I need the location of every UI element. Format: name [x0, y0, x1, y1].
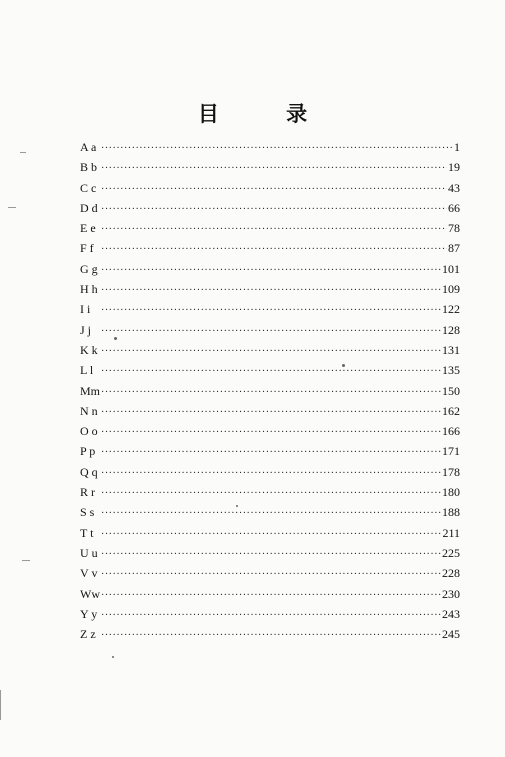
- toc-entry-label: K k: [80, 342, 98, 357]
- toc-entry-page: 135: [442, 363, 460, 378]
- scan-speck: [342, 364, 345, 367]
- dot-leader: [101, 443, 441, 463]
- toc-entry-page: 109: [442, 282, 460, 297]
- toc-entry-label: C c: [80, 180, 97, 195]
- dot-leader: [101, 403, 441, 423]
- toc-entry-page: 228: [442, 566, 460, 581]
- toc-entry-page: 66: [448, 200, 460, 215]
- toc-entry: [80, 604, 460, 624]
- dot-leader: [101, 423, 441, 443]
- toc-entry-page: 78: [448, 221, 460, 236]
- scan-edge-mark: [8, 207, 16, 208]
- toc-entry-label: G g: [80, 261, 98, 276]
- scan-edge-mark: [22, 560, 30, 561]
- dot-leader: [101, 281, 441, 301]
- toc-entry-page: 101: [442, 261, 460, 276]
- dot-leader: [101, 240, 447, 260]
- toc-entry-page: 43: [448, 180, 460, 195]
- toc-entry-page: 1: [454, 140, 460, 154]
- toc-entry-label: Z z: [80, 627, 96, 642]
- scan-edge-mark: [20, 152, 26, 153]
- toc-entry-label: H h: [80, 282, 98, 297]
- dot-leader: [101, 261, 441, 281]
- toc-entry-page: 87: [448, 241, 460, 256]
- toc-entry: [80, 584, 460, 604]
- toc-entry-label: Q q: [80, 464, 98, 479]
- toc-entry: [80, 218, 460, 238]
- dot-leader: [101, 606, 441, 626]
- toc-entry-label: Mm: [80, 383, 101, 398]
- toc-entry-label: Ww: [80, 586, 100, 601]
- toc-entry-label: V v: [80, 566, 98, 581]
- dot-leader: [101, 159, 447, 179]
- scan-edge-mark: [0, 690, 1, 720]
- toc-entry: [80, 157, 460, 177]
- toc-entry: [80, 340, 460, 360]
- toc-entry: [80, 381, 460, 401]
- dot-leader: [101, 565, 441, 585]
- toc-entry: [80, 441, 460, 461]
- toc-entry: [80, 421, 460, 441]
- toc-entry-label: E e: [80, 221, 96, 236]
- table-of-contents: [80, 137, 460, 644]
- toc-entry-page: 245: [442, 627, 460, 642]
- toc-entry-page: 188: [442, 505, 460, 520]
- toc-entry: [80, 462, 460, 482]
- toc-entry: [80, 543, 460, 563]
- toc-entry-label: A a: [80, 140, 97, 154]
- toc-entry-label: F f: [80, 241, 94, 256]
- toc-entry: [80, 624, 460, 644]
- dot-leader: [101, 545, 441, 565]
- dot-leader: [101, 525, 441, 545]
- dot-leader: [101, 301, 441, 321]
- toc-entry-label: J j: [80, 322, 92, 337]
- toc-entry: [80, 401, 460, 421]
- toc-entry: [80, 360, 460, 380]
- dot-leader: [101, 342, 441, 362]
- dot-leader: [101, 626, 441, 646]
- page-title: 目 录: [197, 102, 338, 126]
- dot-leader: [101, 200, 447, 220]
- toc-entry: [80, 178, 460, 198]
- toc-entry: [80, 137, 460, 157]
- toc-entry-page: 19: [448, 160, 460, 175]
- toc-entry-label: S s: [80, 505, 95, 520]
- toc-entry-page: 128: [442, 322, 460, 337]
- toc-entry-label: Y y: [80, 606, 98, 621]
- toc-entry: [80, 320, 460, 340]
- toc-entry-page: 131: [442, 342, 460, 357]
- toc-entry-label: T t: [80, 525, 94, 540]
- toc-entry-page: 211: [442, 525, 460, 540]
- toc-entry: [80, 563, 460, 583]
- scan-speck: [112, 656, 114, 658]
- toc-entry: [80, 279, 460, 299]
- toc-entry-label: N n: [80, 403, 98, 418]
- dot-leader: [101, 484, 441, 504]
- toc-entry-page: 150: [442, 383, 460, 398]
- dot-leader: [101, 139, 453, 159]
- toc-entry-label: B b: [80, 160, 98, 175]
- dot-leader: [101, 504, 441, 524]
- dot-leader: [101, 180, 447, 200]
- toc-entry-page: 166: [442, 424, 460, 439]
- dot-leader: [101, 586, 441, 606]
- toc-entry-page: 122: [442, 302, 460, 317]
- dot-leader: [101, 383, 441, 403]
- toc-entry: [80, 259, 460, 279]
- toc-entry-page: 243: [442, 606, 460, 621]
- toc-entry: [80, 238, 460, 258]
- toc-entry-label: L l: [80, 363, 94, 378]
- dot-leader: [101, 220, 447, 240]
- toc-entry-page: 180: [442, 485, 460, 500]
- toc-entry: [80, 502, 460, 522]
- toc-entry-label: P p: [80, 444, 96, 459]
- scan-speck: [114, 337, 117, 340]
- toc-entry: [80, 198, 460, 218]
- toc-entry-label: D d: [80, 200, 98, 215]
- toc-entry: [80, 523, 460, 543]
- toc-entry: [80, 299, 460, 319]
- toc-entry-label: U u: [80, 545, 98, 560]
- toc-entry-page: 225: [442, 545, 460, 560]
- scan-speck: [236, 505, 238, 507]
- toc-entry: [80, 482, 460, 502]
- dot-leader: [101, 464, 441, 484]
- toc-entry-page: 178: [442, 464, 460, 479]
- toc-entry-label: O o: [80, 424, 98, 439]
- dot-leader: [101, 322, 441, 342]
- toc-entry-page: 171: [442, 444, 460, 459]
- dot-leader: [101, 362, 441, 382]
- toc-entry-label: I i: [80, 302, 91, 317]
- toc-entry-label: R r: [80, 485, 95, 500]
- toc-entry-page: 162: [442, 403, 460, 418]
- toc-entry-page: 230: [442, 586, 460, 601]
